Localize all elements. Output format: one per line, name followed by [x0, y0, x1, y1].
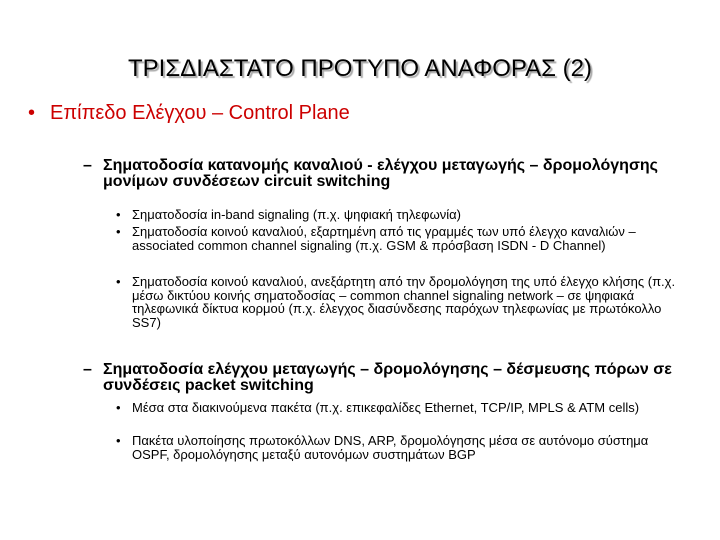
level1-text: Επίπεδο Ελέγχου – Control Plane [50, 102, 350, 124]
bullet-icon: • [116, 433, 121, 448]
bullet-icon: • [116, 400, 121, 415]
section-heading-text: Σηματοδοσία κατανομής καναλιού - ελέγχου μεταγωγής – δρομολόγησης μονίμων συνδέσεων circuit switching [103, 157, 658, 190]
bullet-icon: • [28, 102, 36, 124]
slide-title: ΤΡΙΣΔΙΑΣΤΑΤΟ ΠΡΟΤΥΠΟ ΑΝΑΦΟΡΑΣ (2) [128, 55, 592, 82]
list-item-text: Πακέτα υλοποίησης πρωτοκόλλων DNS, ARP, δρομολόγησης μέσα σε αυτόνομο σύστημα OSPF, δρομολόγησης μεταξύ αυτονόμων συστημάτων BGP [132, 433, 649, 462]
bullet-icon: • [116, 224, 121, 239]
bullet-icon: • [116, 274, 121, 289]
bullet-icon: • [116, 207, 121, 222]
list-item-text: Σηματοδοσία in-band signaling (π.χ. ψηφιακή τηλεφωνία) [132, 207, 461, 222]
dash-bullet: – [83, 361, 92, 378]
list-item-text: Σηματοδοσία κοινού καναλιού, ανεξάρτητη από την δρομολόγηση της υπό έλεγχο κλήσης (π.χ. μέσω δικτύου κοινής σηματοδοσίας – common channel signaling network – σε ψηφιακά τηλεφωνικά δίκτυα κορμού (π.χ. έλεγχος διασύνδεσης παρόχων τηλεφωνίας με πρωτόκολλο SS7) [132, 274, 676, 330]
dash-bullet: – [83, 157, 92, 174]
list-item-text: Σηματοδοσία κοινού καναλιού, εξαρτημένη από τις γραμμές των υπό έλεγχο καναλιών – associated common channel signaling (π.χ. GSM & πρόσβαση ISDN - D Channel) [132, 224, 636, 253]
list-item-text: Μέσα στα διακινούμενα πακέτα (π.χ. επικεφαλίδες Ethernet, TCP/IP, MPLS & ATM cells) [132, 400, 640, 415]
section-heading-text: Σηματοδοσία ελέγχου μεταγωγής – δρομολόγησης – δέσμευσης πόρων σε συνδέσεις packet switching [103, 361, 672, 394]
